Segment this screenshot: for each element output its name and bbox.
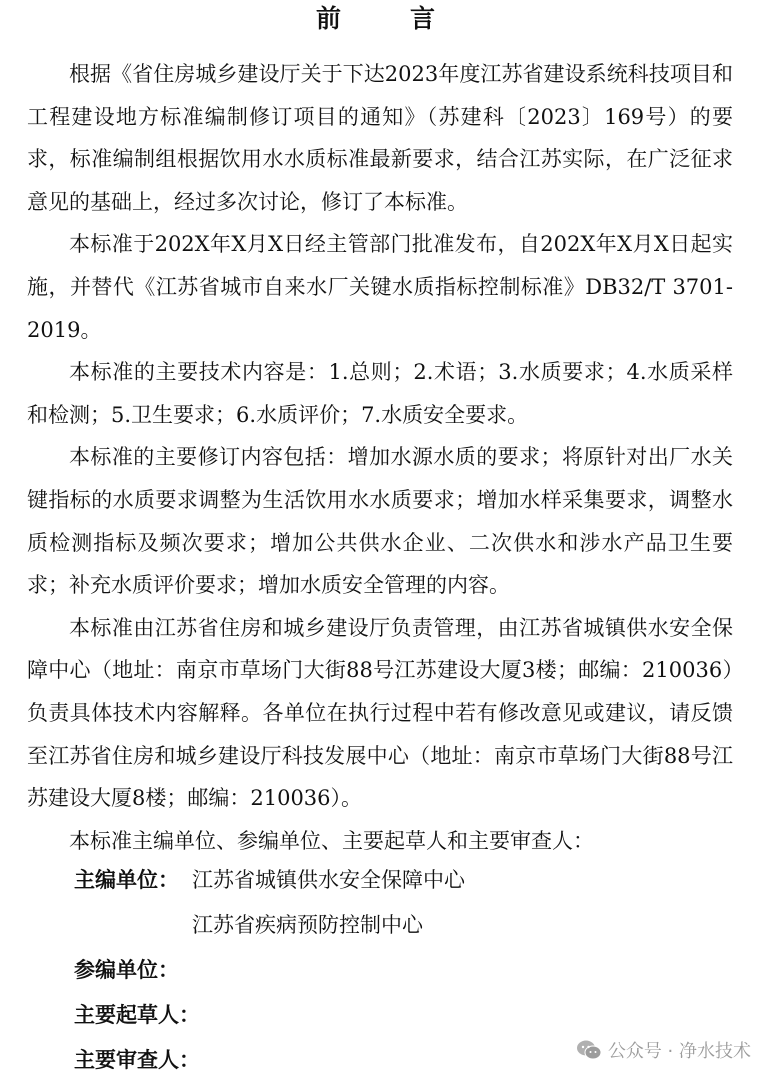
participating-units-label: 参编单位：: [74, 958, 179, 982]
participating-units-row: [74, 948, 734, 993]
drafters-label: 主要起草人：: [74, 1003, 200, 1027]
paragraph-management: 本标准由江苏省住房和城乡建设厅负责管理，由江苏省城镇供水安全保障中心（地址：南京市草场门大街88号江苏建设大厦3楼；邮编：210036）负责具体技术内容解释。各单位在执行过程中若有修改意见或建议，请反馈至江苏省住房和城乡建设厅科技发展中心（地址：南京市草场门大街88号江苏建设大厦8楼；邮编：210036）。: [27, 615, 733, 811]
page-title: 前 言: [315, 4, 457, 33]
paragraph-notice: 根据《省住房城乡建设厅关于下达2023年度江苏省建设系统科技项目和工程建设地方标准编制修订项目的通知》（苏建科〔2023〕169号）的要求，标准编制组根据饮用水水质标准最新要求，结合江苏实际，在广泛征求意见的基础上，经过多次讨论，修订了本标准。: [27, 62, 733, 214]
chief-units-label: 主编单位：: [74, 868, 179, 892]
wechat-icon: [576, 1039, 602, 1061]
paragraph-credits-intro: 本标准主编单位、参编单位、主要起草人和主要审查人：: [69, 828, 594, 853]
drafters-row: [74, 993, 734, 1038]
wechat-watermark: [576, 1037, 751, 1063]
chief-units-row: [74, 858, 734, 948]
chief-unit-2: 江苏省疾病预防控制中心: [192, 913, 423, 937]
paragraph-main-contents: 本标准的主要技术内容是：1.总则；2.术语；3.水质要求；4.水质采样和检测；5.卫生要求；6.水质评价；7.水质安全要求。: [27, 360, 733, 427]
paragraph-effective-date: 本标准于202X年X月X日经主管部门批准发布，自202X年X月X日起实施，并替代《江苏省城市自来水厂关键水质指标控制标准》DB32/T 3701-2019。: [27, 232, 733, 342]
paragraph-revisions: 本标准的主要修订内容包括：增加水源水质的要求；将原针对出厂水关键指标的水质要求调整为生活饮用水水质要求；增加水样采集要求，调整水质检测指标及频次要求；增加公共供水企业、二次供水和涉水产品卫生要求；补充水质评价要求；增加水质安全管理的内容。: [27, 445, 733, 598]
reviewers-label: 主要审查人：: [74, 1048, 200, 1072]
chief-units-list: [192, 858, 465, 948]
watermark-text: 公众号 · 净水技术: [607, 1041, 751, 1062]
chief-unit-1: 江苏省城镇供水安全保障中心: [192, 868, 465, 892]
preface-body: [27, 53, 733, 862]
